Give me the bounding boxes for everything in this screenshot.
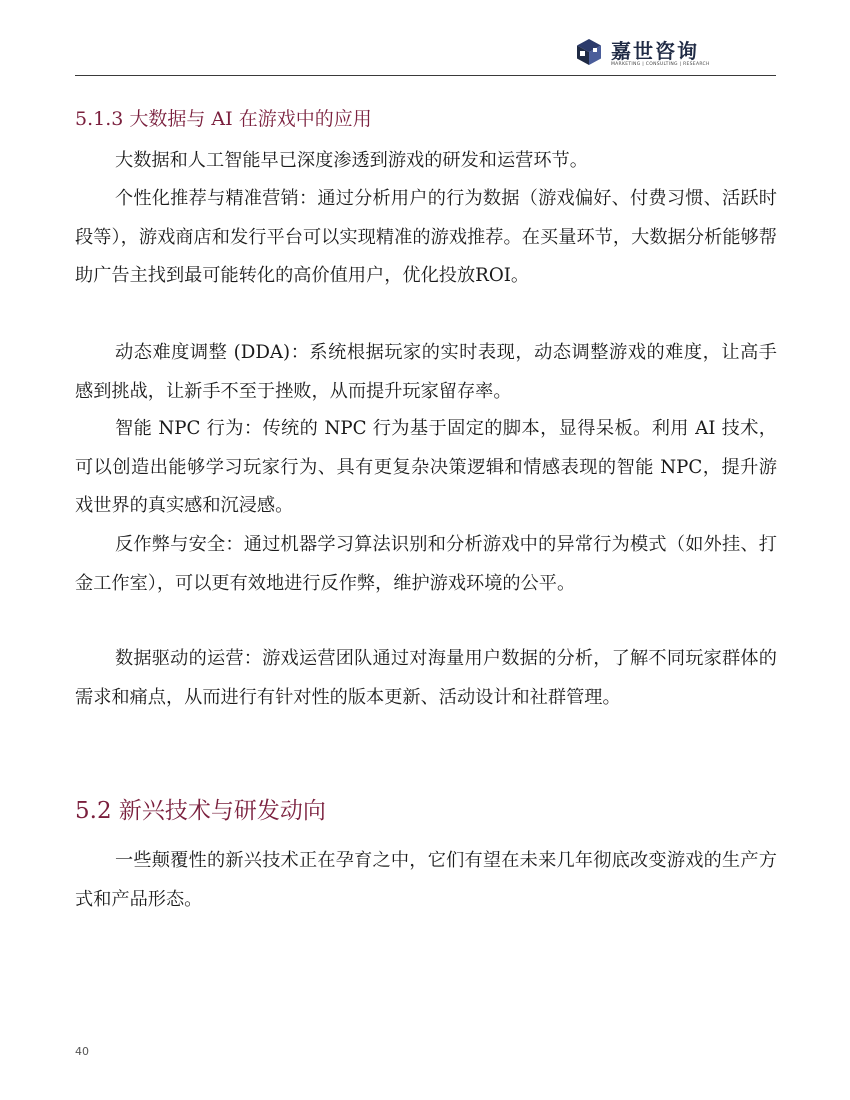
paragraph-dynamic-difficulty: 动态难度调整 (DDA)：系统根据玩家的实时表现，动态调整游戏的难度，让高手感到挑战，让新手不至于挫败，从而提升玩家留存率。 xyxy=(75,342,777,402)
page-header xyxy=(75,30,776,76)
page-number: 40 xyxy=(75,1045,89,1058)
brand-tagline: MARKETING | CONSULTING | RESEARCH xyxy=(611,62,710,67)
brand-logo xyxy=(574,35,774,71)
paragraph-smart-npc: 智能 NPC 行为：传统的 NPC 行为基于固定的脚本，显得呆板。利用 AI 技术，可以创造出能够学习玩家行为、具有更复杂决策逻辑和情感表现的智能 NPC，提升游戏世界的真实感和沉浸感。 xyxy=(75,418,777,516)
section-heading-5-2: 5.2 新兴技术与研发动向 xyxy=(75,798,326,824)
paragraph-intro: 大数据和人工智能早已深度渗透到游戏的研发和运营环节。 xyxy=(115,150,588,171)
paragraph-anti-cheat: 反作弊与安全：通过机器学习算法识别和分析游戏中的异常行为模式（如外挂、打金工作室），可以更有效地进行反作弊，维护游戏环境的公平。 xyxy=(75,534,777,594)
paragraph-personalized-recommendation: 个性化推荐与精准营销：通过分析用户的行为数据（游戏偏好、付费习惯、活跃时段等），游戏商店和发行平台可以实现精准的游戏推荐。在买量环节，大数据分析能够帮助广告主找到最可能转化的高价值用户，优化投放ROI。 xyxy=(75,188,777,286)
section-heading-5-1-3: 5.1.3 大数据与 AI 在游戏中的应用 xyxy=(75,108,372,130)
brand-cube-icon xyxy=(574,37,604,67)
paragraph-emerging-tech: 一些颠覆性的新兴技术正在孕育之中，它们有望在未来几年彻底改变游戏的生产方式和产品形态。 xyxy=(75,850,777,910)
brand-name: 嘉世咨询 xyxy=(611,39,699,63)
paragraph-data-driven-operations: 数据驱动的运营：游戏运营团队通过对海量用户数据的分析，了解不同玩家群体的需求和痛点，从而进行有针对性的版本更新、活动设计和社群管理。 xyxy=(75,648,777,708)
